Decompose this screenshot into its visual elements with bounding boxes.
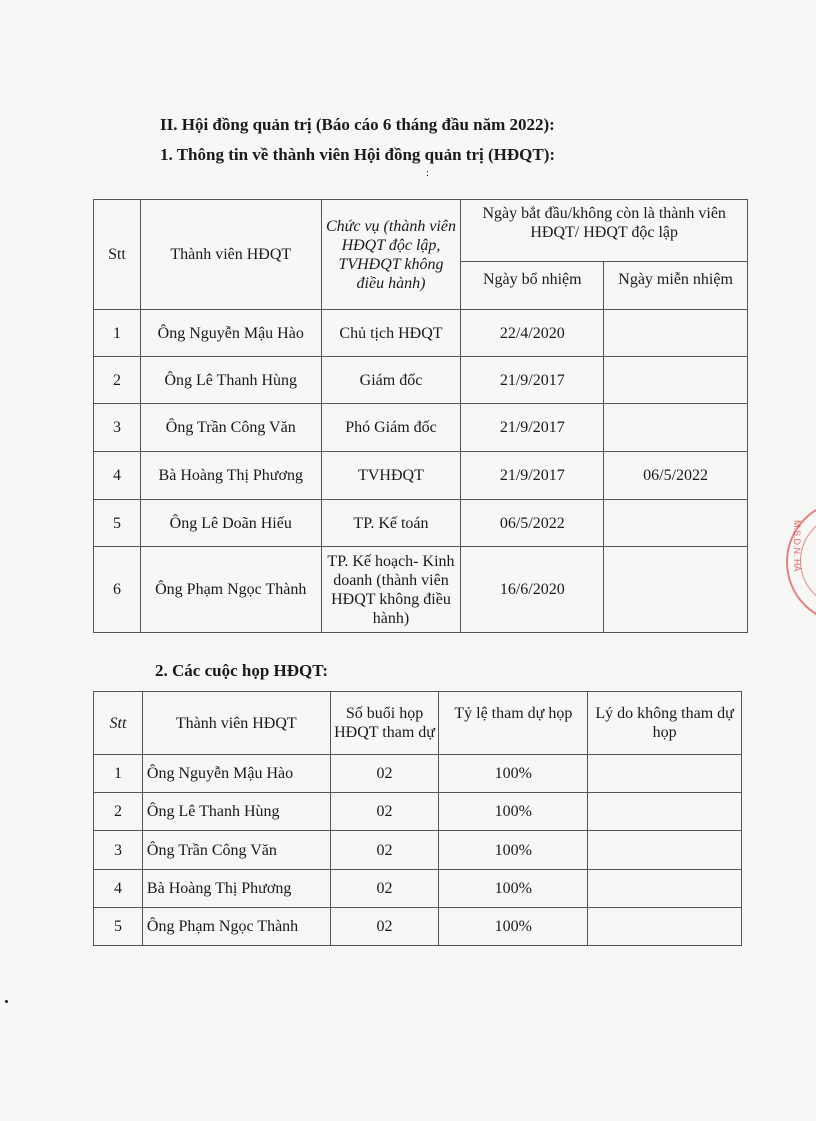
cell-stt: 1 — [94, 310, 141, 357]
cell-position: TVHĐQT — [321, 452, 461, 500]
cell-stt: 5 — [94, 500, 141, 547]
meetings-heading: 2. Các cuộc họp HĐQT: — [155, 661, 328, 680]
stray-mark: : — [426, 167, 430, 179]
cell-stt: 2 — [94, 357, 141, 404]
cell-member: Bà Hoàng Thị Phương — [142, 870, 330, 908]
table-row — [94, 357, 748, 404]
cell-rate: 100% — [439, 755, 588, 793]
cell-member: Ông Phạm Ngọc Thành — [140, 547, 321, 633]
header-appointed: Ngày bổ nhiệm — [461, 262, 604, 310]
cell-sessions: 02 — [330, 755, 439, 793]
cell-member: Ông Trần Công Văn — [140, 404, 321, 452]
table-row — [94, 831, 742, 870]
cell-appointed: 21/9/2017 — [461, 357, 604, 404]
info-heading: 1. Thông tin về thành viên Hội đồng quản trị (HĐQT): — [160, 145, 556, 164]
cell-rate: 100% — [439, 831, 588, 870]
header-member: Thành viên HĐQT — [140, 200, 321, 310]
cell-appointed: 21/9/2017 — [461, 452, 604, 500]
cell-reason — [588, 831, 742, 870]
table-row — [94, 908, 742, 946]
cell-stt: 6 — [94, 547, 141, 633]
cell-rate: 100% — [439, 870, 588, 908]
cell-rate: 100% — [439, 793, 588, 831]
cell-member: Ông Lê Doãn Hiếu — [140, 500, 321, 547]
cell-dismissed — [604, 357, 748, 404]
scan-speck — [5, 1000, 8, 1003]
cell-appointed: 16/6/2020 — [461, 547, 604, 633]
cell-sessions: 02 — [330, 793, 439, 831]
cell-stt: 4 — [94, 870, 143, 908]
cell-reason — [588, 870, 742, 908]
table-row — [94, 547, 748, 633]
table-row — [94, 755, 742, 793]
seal-text: M.S.D.N. HÀ — [792, 520, 802, 572]
table-row — [94, 500, 748, 547]
cell-sessions: 02 — [330, 831, 439, 870]
cell-sessions: 02 — [330, 870, 439, 908]
table-row — [94, 793, 742, 831]
cell-reason — [588, 908, 742, 946]
cell-appointed: 22/4/2020 — [461, 310, 604, 357]
cell-stt: 5 — [94, 908, 143, 946]
cell-dismissed — [604, 500, 748, 547]
header-stt: Stt — [94, 692, 143, 755]
header-rate: Tỷ lệ tham dự họp — [439, 692, 588, 755]
cell-member: Bà Hoàng Thị Phương — [140, 452, 321, 500]
cell-member: Ông Nguyễn Mậu Hào — [142, 755, 330, 793]
cell-position: Chủ tịch HĐQT — [321, 310, 461, 357]
board-meetings-table — [93, 691, 742, 946]
cell-dismissed — [604, 547, 748, 633]
cell-position: Phó Giám đốc — [321, 404, 461, 452]
board-members-table — [93, 199, 748, 633]
cell-member: Ông Lê Thanh Hùng — [140, 357, 321, 404]
cell-member: Ông Trần Công Văn — [142, 831, 330, 870]
cell-stt: 3 — [94, 404, 141, 452]
header-sessions: Số buổi họp HĐQT tham dự — [330, 692, 439, 755]
cell-dismissed — [604, 310, 748, 357]
cell-sessions: 02 — [330, 908, 439, 946]
header-position: Chức vụ (thành viên HĐQT độc lập, TVHĐQT không điều hành) — [321, 200, 461, 310]
cell-member: Ông Phạm Ngọc Thành — [142, 908, 330, 946]
cell-dismissed — [604, 404, 748, 452]
cell-reason — [588, 793, 742, 831]
table-row — [94, 870, 742, 908]
cell-position: TP. Kế hoạch- Kinh doanh (thành viên HĐQT không điều hành) — [321, 547, 461, 633]
header-stt: Stt — [94, 200, 141, 310]
cell-rate: 100% — [439, 908, 588, 946]
cell-member: Ông Nguyễn Mậu Hào — [140, 310, 321, 357]
table-row — [94, 404, 748, 452]
header-dismissed: Ngày miễn nhiệm — [604, 262, 748, 310]
cell-appointed: 21/9/2017 — [461, 404, 604, 452]
cell-position: Giám đốc — [321, 357, 461, 404]
header-dates-group: Ngày bắt đầu/không còn là thành viên HĐQT/ HĐQT độc lập — [461, 200, 748, 262]
cell-appointed: 06/5/2022 — [461, 500, 604, 547]
cell-stt: 2 — [94, 793, 143, 831]
section-heading: II. Hội đồng quản trị (Báo cáo 6 tháng đầu năm 2022): — [160, 115, 555, 134]
cell-reason — [588, 755, 742, 793]
header-reason: Lý do không tham dự họp — [588, 692, 742, 755]
cell-position: TP. Kế toán — [321, 500, 461, 547]
cell-member: Ông Lê Thanh Hùng — [142, 793, 330, 831]
header-member: Thành viên HĐQT — [142, 692, 330, 755]
cell-stt: 3 — [94, 831, 143, 870]
cell-stt: 1 — [94, 755, 143, 793]
table-row — [94, 452, 748, 500]
cell-dismissed: 06/5/2022 — [604, 452, 748, 500]
table-row — [94, 310, 748, 357]
cell-stt: 4 — [94, 452, 141, 500]
